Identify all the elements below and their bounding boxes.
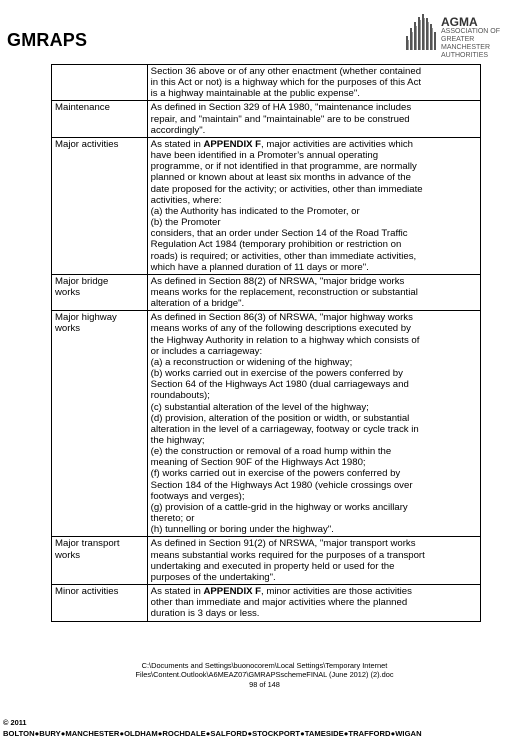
logo-sub-text-2: GREATER MANCHESTER [441,36,491,51]
definition-line: Section 36 above or of any other enactment (whether contained [150,66,422,77]
term-line: works [55,286,81,298]
definition-line: (a) a reconstruction or widening of the highway; [150,356,353,368]
definition-row [52,274,481,310]
definition-line [151,139,477,150]
definition-line: which have a planned duration of 11 days or more". [150,261,369,273]
term-line: works [55,549,81,561]
definition-line: Section 64 of the Highways Act 1980 (dual carriageways and [150,379,409,391]
definition-line: the highway; [150,435,205,446]
definition-line: in this Act or not) is a highway which for the purposes of this Act [150,77,422,89]
term-line: Maintenance [55,102,110,114]
logo-sub-text-1: ASSOCIATION OF [441,28,500,35]
definition-term [52,274,148,310]
document-title: GMRAPS [7,30,88,50]
definition-line: considers, that an order under Section 14 of the Road Traffic [150,228,408,240]
definition-text-part: As stated in [150,138,204,150]
definition-term [52,311,148,537]
definition-term [52,137,148,274]
definition-line: means works of any of the following descriptions executed by [150,323,411,335]
definition-line [151,586,477,597]
definition-line: As defined in Section 91(2) of NRSWA, "major transport works [150,538,416,550]
definition-line: As defined in Section 329 of HA 1980, "maintenance includes [150,102,412,114]
page-number: 98 of 148 [249,680,280,689]
definition-line: repair, and "maintain" and "maintainable" are to be construed [150,113,410,125]
agma-logo-icon [404,14,438,52]
definition-line: date proposed for the activity; or activities, other than immediate [150,183,423,195]
definition-line: Regulation Act 1984 (temporary prohibition or restriction on [150,239,402,251]
definition-row [52,311,481,537]
definition-line: alteration in the level of a carriageway, footway or cycle track in [150,423,419,435]
term-line: Major highway [55,312,117,324]
definition-line: roads) is required; or activities, other than immediate activities, [150,250,417,262]
member-towns-list: BOLTON●BURY●MANCHESTER●OLDHAM●ROCHDALE●SALFORD●STOCKPORT●TAMESIDE●TRAFFORD●WIGAN [3,729,422,738]
definition-line: activities, where: [150,194,222,206]
logo-main-text: AGMA [441,15,478,29]
definition-text-part: , major activities are activities which [261,138,413,150]
agma-logo-text [441,16,524,60]
definition-line: Section 184 of the Highways Act 1980 (vehicle crossings over [150,479,413,491]
appendix-reference: APPENDIX F [203,138,262,150]
definition-line: As defined in Section 88(2) of NRSWA, "major bridge works [150,275,405,287]
appendix-reference: APPENDIX F [203,586,262,598]
definition-text-part: As stated in [150,586,204,598]
definition-line: (g) provision of a cattle-grid in the highway or works ancillary [150,501,408,513]
term-line: Major activities [55,138,119,150]
definition-line: roundabouts); [150,390,210,402]
definition-line: the Highway Authority in relation to a highway which consists of [150,334,420,346]
definition-line: footways and verges); [150,490,245,502]
definition-line: is a highway maintainable at the public expense". [150,88,360,100]
definition-term [52,101,148,137]
term-line: Major transport [55,538,120,550]
definition-text [147,65,480,101]
definition-row [52,537,481,585]
definition-text-part: , minor activities are those activities [261,586,412,598]
definition-line: (h) tunnelling or boring under the highway". [150,524,334,536]
agma-logo [404,14,524,59]
definition-row [52,585,481,621]
definition-line: or includes a carriageway: [150,345,263,357]
definition-line: undertaking and executed in property held or used for the [150,560,395,572]
definition-text [147,585,480,621]
definition-line: (b) the Promoter [150,217,221,229]
term-line: works [55,323,81,335]
definition-line: thereto; or [150,513,195,525]
definition-line: means works for the replacement, reconstruction or substantial [150,286,418,298]
definition-text [147,537,480,585]
footer-file-path-2: Files\Content.Outlook\A6MEAZ07\GMRAPSschemeFINAL (June 2012) (2).doc [135,670,394,679]
definition-line: As defined in Section 86(3) of NRSWA, "major highway works [150,312,413,324]
definition-line: other than immediate and major activities where the planned [150,597,408,609]
definition-text [147,311,480,537]
footer-file-path-1: C:\Documents and Settings\buonocorem\Local Settings\Temporary Internet [141,661,388,670]
definition-line: meaning of Section 90F of the Highways Act 1980; [150,457,366,469]
definition-line: (a) the Authority has indicated to the Promoter, or [150,205,360,217]
definitions-table-body [52,65,481,622]
definition-row [52,101,481,137]
definition-line: (d) provision, alteration of the position or width, or substantial [150,412,410,424]
definition-line: means substantial works required for the purposes of a transport [150,549,425,561]
definition-row [52,65,481,101]
term-line: Major bridge [55,275,109,287]
logo-sub-text-3: AUTHORITIES [441,52,489,59]
definition-term [52,65,148,101]
definition-line: (f) works carried out in exercise of the powers conferred by [150,468,401,480]
definition-line: planned or known about at least six months in advance of the [150,172,411,184]
definition-line: programme, or if not identified in that programme, are normally [150,161,417,173]
copyright-notice: © 2011 [3,718,27,727]
term-line: Minor activities [55,586,119,598]
definition-line: (c) substantial alteration of the level of the highway; [150,401,369,413]
definition-line: (b) works carried out in exercise of the powers conferred by [150,368,403,380]
definition-text [147,274,480,310]
definition-line: (e) the construction or removal of a road hump within the [150,446,392,458]
definition-term [52,585,148,621]
definition-text [147,101,480,137]
definition-line: duration is 3 days or less. [150,608,260,620]
definition-line: have been identified in a Promoter’s annual operating [150,150,379,162]
definition-line: purposes of the undertaking". [150,571,276,583]
definition-line: accordingly". [150,124,206,136]
definition-line: alteration of a bridge". [150,298,245,310]
definitions-table [51,64,481,622]
definition-row [52,137,481,274]
definition-text [147,137,480,274]
definition-term [52,537,148,585]
